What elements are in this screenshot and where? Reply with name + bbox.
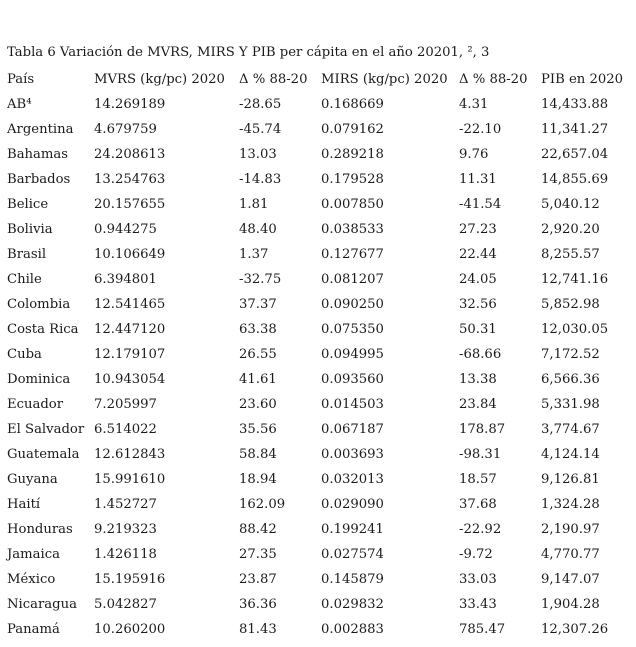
cell-mvrs: 12.179107	[94, 347, 166, 362]
cell-mirs: 0.094995	[321, 347, 384, 362]
cell-country: Argentina	[7, 122, 74, 137]
cell-gdp: 22,657.04	[541, 147, 609, 162]
cell-mirs-change: 33.43	[459, 597, 497, 612]
cell-mirs: 0.179528	[321, 172, 384, 187]
table-row	[7, 517, 631, 542]
cell-mirs: 0.081207	[321, 272, 384, 287]
cell-mirs: 0.075350	[321, 322, 384, 337]
cell-mirs: 0.002883	[321, 622, 384, 637]
cell-mvrs: 10.943054	[94, 372, 166, 387]
cell-gdp: 14,433.88	[541, 97, 609, 112]
cell-mirs: 0.067187	[321, 422, 384, 437]
table-row	[7, 617, 631, 642]
header-mirs: MIRS (kg/pc) 2020	[321, 72, 448, 87]
cell-mvrs-change: 23.60	[239, 397, 277, 412]
cell-country: Panamá	[7, 622, 60, 637]
cell-mvrs-change: 88.42	[239, 522, 277, 537]
cell-country: Haití	[7, 497, 41, 512]
cell-gdp: 5,040.12	[541, 197, 600, 212]
cell-mirs: 0.145879	[321, 572, 384, 587]
cell-mvrs: 12.612843	[94, 447, 166, 462]
table-row	[7, 367, 631, 392]
table-row	[7, 167, 631, 192]
cell-mirs: 0.127677	[321, 247, 384, 262]
cell-mirs-change: -22.10	[459, 122, 502, 137]
table-row	[7, 442, 631, 467]
cell-mvrs: 13.254763	[94, 172, 166, 187]
cell-country: Costa Rica	[7, 322, 79, 337]
cell-mirs-change: -41.54	[459, 197, 502, 212]
cell-mvrs-change: 18.94	[239, 472, 277, 487]
cell-mirs-change: 27.23	[459, 222, 497, 237]
cell-mvrs-change: 81.43	[239, 622, 277, 637]
table-row	[7, 542, 631, 567]
cell-gdp: 12,307.26	[541, 622, 609, 637]
cell-mvrs: 10.106649	[94, 247, 166, 262]
cell-mirs: 0.029090	[321, 497, 384, 512]
cell-mirs: 0.038533	[321, 222, 384, 237]
cell-country: El Salvador	[7, 422, 85, 437]
cell-mirs: 0.032013	[321, 472, 384, 487]
cell-mirs-change: 22.44	[459, 247, 497, 262]
cell-mvrs-change: 1.81	[239, 197, 269, 212]
table-row	[7, 567, 631, 592]
cell-mvrs-change: 162.09	[239, 497, 286, 512]
cell-country: Dominica	[7, 372, 71, 387]
cell-mvrs: 15.195916	[94, 572, 166, 587]
cell-mvrs-change: 35.56	[239, 422, 277, 437]
table-row	[7, 92, 631, 117]
header-mvrs-change: Δ % 88-20	[239, 72, 308, 87]
cell-gdp: 4,124.14	[541, 447, 600, 462]
cell-mirs: 0.289218	[321, 147, 384, 162]
cell-mvrs-change: 26.55	[239, 347, 277, 362]
cell-mirs-change: 18.57	[459, 472, 497, 487]
cell-gdp: 4,770.77	[541, 547, 600, 562]
cell-mvrs: 5.042827	[94, 597, 157, 612]
cell-mirs: 0.027574	[321, 547, 384, 562]
cell-gdp: 6,566.36	[541, 372, 600, 387]
table-row	[7, 492, 631, 517]
cell-country: Barbados	[7, 172, 71, 187]
cell-gdp: 12,030.05	[541, 322, 609, 337]
cell-mirs-change: -22.92	[459, 522, 502, 537]
cell-mirs-change: 37.68	[459, 497, 497, 512]
cell-mvrs-change: 36.36	[239, 597, 277, 612]
cell-mirs: 0.014503	[321, 397, 384, 412]
cell-mvrs-change: -32.75	[239, 272, 282, 287]
header-gdp: PIB en 2020	[541, 72, 624, 87]
cell-mvrs: 20.157655	[94, 197, 166, 212]
cell-mvrs-change: -28.65	[239, 97, 282, 112]
cell-gdp: 3,774.67	[541, 422, 600, 437]
cell-country: Colombia	[7, 297, 71, 312]
cell-gdp: 2,190.97	[541, 522, 600, 537]
cell-gdp: 7,172.52	[541, 347, 600, 362]
cell-mvrs-change: 1.37	[239, 247, 269, 262]
cell-mvrs-change: -45.74	[239, 122, 282, 137]
cell-country: Ecuador	[7, 397, 64, 412]
cell-mirs: 0.079162	[321, 122, 384, 137]
cell-mirs: 0.199241	[321, 522, 384, 537]
cell-mvrs: 4.679759	[94, 122, 157, 137]
table-row	[7, 142, 631, 167]
header-mvrs: MVRS (kg/pc) 2020	[94, 72, 225, 87]
cell-country: Jamaica	[7, 547, 60, 562]
header-mirs-change: Δ % 88-20	[459, 72, 528, 87]
cell-country: Belice	[7, 197, 49, 212]
cell-mirs-change: 24.05	[459, 272, 497, 287]
cell-mvrs: 9.219323	[94, 522, 157, 537]
table-row	[7, 392, 631, 417]
cell-mirs: 0.093560	[321, 372, 384, 387]
table-row	[7, 592, 631, 617]
cell-gdp: 1,324.28	[541, 497, 600, 512]
cell-gdp: 9,147.07	[541, 572, 600, 587]
cell-mirs: 0.029832	[321, 597, 384, 612]
cell-gdp: 11,341.27	[541, 122, 609, 137]
table-row	[7, 342, 631, 367]
cell-mirs-change: 50.31	[459, 322, 497, 337]
table-row	[7, 192, 631, 217]
table-caption: Tabla 6 Variación de MVRS, MIRS Y PIB per cápita en el año 20201, ², 3	[7, 45, 490, 60]
cell-gdp: 2,920.20	[541, 222, 600, 237]
table-row	[7, 317, 631, 342]
cell-mirs: 0.003693	[321, 447, 384, 462]
cell-country: Nicaragua	[7, 597, 77, 612]
table-row	[7, 117, 631, 142]
table-row	[7, 467, 631, 492]
cell-mirs-change: 4.31	[459, 97, 489, 112]
cell-mvrs-change: -14.83	[239, 172, 282, 187]
cell-mvrs: 7.205997	[94, 397, 157, 412]
cell-mirs-change: 785.47	[459, 622, 506, 637]
cell-mvrs: 0.944275	[94, 222, 157, 237]
cell-mvrs: 12.447120	[94, 322, 166, 337]
cell-mirs-change: 33.03	[459, 572, 497, 587]
cell-country: AB⁴	[7, 97, 32, 112]
table-row	[7, 217, 631, 242]
cell-mvrs-change: 37.37	[239, 297, 277, 312]
cell-mvrs-change: 13.03	[239, 147, 277, 162]
cell-mirs-change: 23.84	[459, 397, 497, 412]
cell-mirs: 0.168669	[321, 97, 384, 112]
cell-mvrs: 6.514022	[94, 422, 157, 437]
cell-gdp: 14,855.69	[541, 172, 609, 187]
cell-gdp: 1,904.28	[541, 597, 600, 612]
cell-country: Bolivia	[7, 222, 53, 237]
cell-country: Bahamas	[7, 147, 69, 162]
cell-mirs-change: 32.56	[459, 297, 497, 312]
cell-mirs-change: -9.72	[459, 547, 493, 562]
table-row	[7, 292, 631, 317]
cell-country: Cuba	[7, 347, 42, 362]
cell-country: Brasil	[7, 247, 47, 262]
cell-mirs-change: -98.31	[459, 447, 502, 462]
cell-mvrs: 14.269189	[94, 97, 166, 112]
table-row	[7, 417, 631, 442]
cell-mirs: 0.090250	[321, 297, 384, 312]
cell-gdp: 5,331.98	[541, 397, 600, 412]
cell-gdp: 5,852.98	[541, 297, 600, 312]
table-row	[7, 242, 631, 267]
cell-country: Honduras	[7, 522, 73, 537]
cell-country: Guatemala	[7, 447, 80, 462]
cell-mvrs: 15.991610	[94, 472, 166, 487]
cell-mvrs: 1.452727	[94, 497, 157, 512]
cell-gdp: 8,255.57	[541, 247, 600, 262]
header-row	[7, 68, 631, 92]
cell-mirs-change: 9.76	[459, 147, 489, 162]
data-table	[7, 68, 631, 642]
header-country: País	[7, 72, 35, 87]
cell-mvrs-change: 27.35	[239, 547, 277, 562]
cell-mirs: 0.007850	[321, 197, 384, 212]
cell-mvrs-change: 48.40	[239, 222, 277, 237]
cell-mirs-change: -68.66	[459, 347, 502, 362]
cell-mirs-change: 178.87	[459, 422, 506, 437]
cell-country: México	[7, 572, 56, 587]
table-body	[7, 92, 631, 642]
table-row	[7, 267, 631, 292]
cell-gdp: 9,126.81	[541, 472, 600, 487]
cell-country: Guyana	[7, 472, 58, 487]
cell-mirs-change: 13.38	[459, 372, 497, 387]
cell-mvrs-change: 41.61	[239, 372, 277, 387]
cell-country: Chile	[7, 272, 42, 287]
cell-mvrs: 10.260200	[94, 622, 166, 637]
cell-mirs-change: 11.31	[459, 172, 497, 187]
cell-mvrs: 12.541465	[94, 297, 166, 312]
cell-mvrs-change: 23.87	[239, 572, 277, 587]
cell-mvrs-change: 63.38	[239, 322, 277, 337]
cell-mvrs: 24.208613	[94, 147, 166, 162]
cell-mvrs: 6.394801	[94, 272, 157, 287]
cell-mvrs: 1.426118	[94, 547, 157, 562]
cell-mvrs-change: 58.84	[239, 447, 277, 462]
cell-gdp: 12,741.16	[541, 272, 609, 287]
